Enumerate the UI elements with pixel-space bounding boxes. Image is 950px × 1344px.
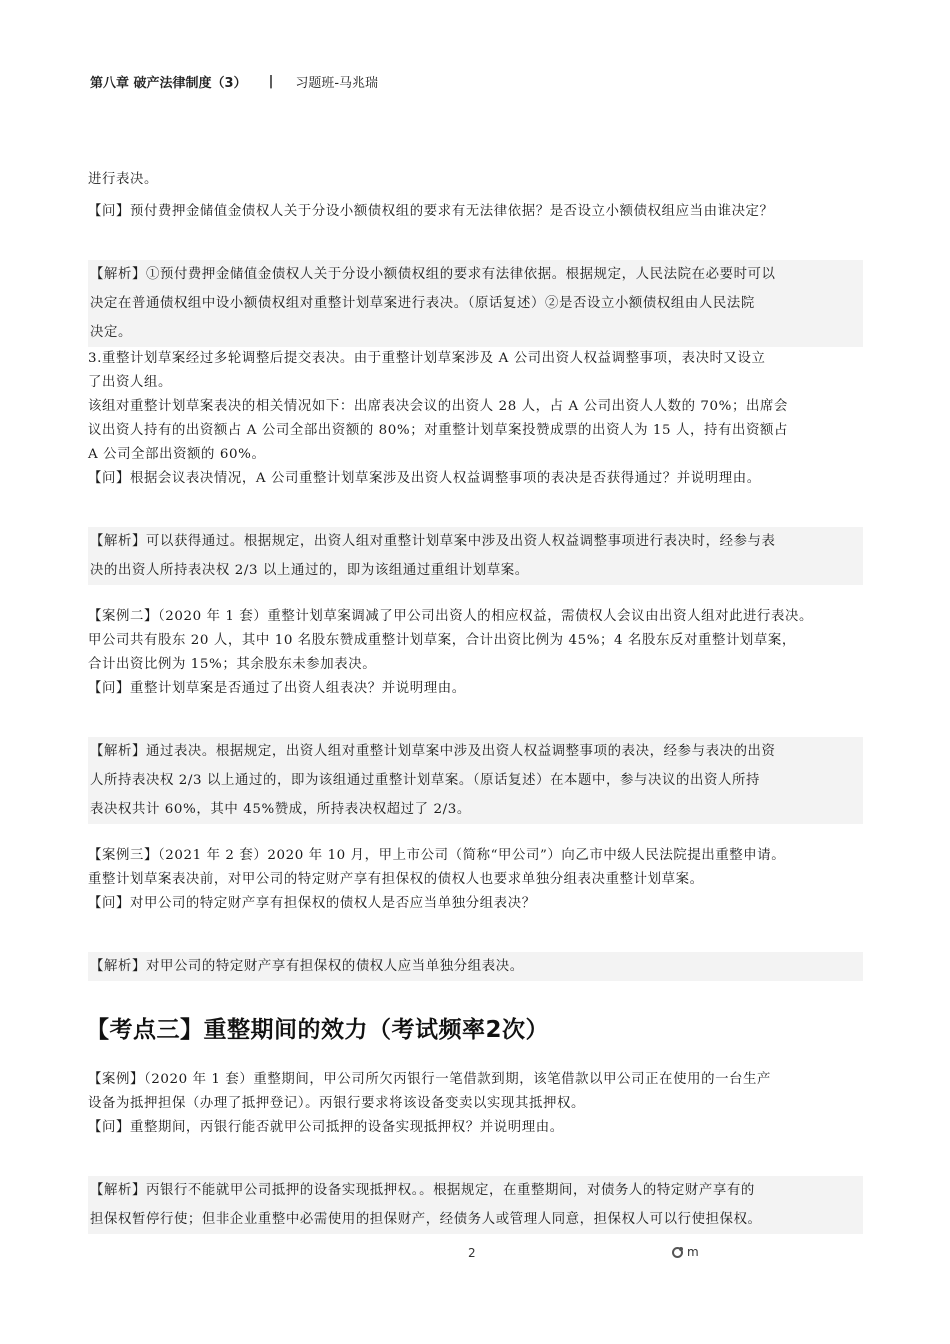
analysis-line: 【解析】对甲公司的特定财产享有担保权的债权人应当单独分组表决。 bbox=[90, 959, 524, 974]
course-name: 习题班-马兆瑞 bbox=[295, 76, 379, 91]
text-line: A 公司全部出资额的 60%。 bbox=[88, 447, 266, 462]
case-line: 重整计划草案表决前，对甲公司的特定财产享有担保权的债权人也要求单独分组表决重整计划草案。 bbox=[88, 872, 704, 887]
document-body bbox=[88, 168, 863, 1234]
text-line: 了出资人组。 bbox=[88, 375, 172, 390]
analysis-line: 担保权暂停行使；但非企业重整中必需使用的担保财产，经债务人或管理人同意，担保权人可以行使担保权。 bbox=[90, 1212, 762, 1227]
header-separator: | bbox=[268, 74, 274, 89]
case-line: 甲公司共有股东 20 人，其中 10 名股东赞成重整计划草案，合计出资比例为 45%；4 名股东反对重整计划草案， bbox=[88, 633, 796, 648]
section-title: 【考点三】重整期间的效力（考试频率2次） bbox=[86, 1017, 550, 1043]
case-line: 【案例】（2020 年 1 套）重整期间，甲公司所欠丙银行一笔借款到期，该笔借款以甲公司正在使用的一台生产 bbox=[88, 1072, 772, 1087]
page-number: 2 bbox=[468, 1246, 476, 1260]
question-line: 【问】根据会议表决情况，A 公司重整计划草案涉及出资人权益调整事项的表决是否获得通过？并说明理由。 bbox=[88, 471, 761, 486]
question-line: 【问】重整计划草案是否通过了出资人组表决？并说明理由。 bbox=[88, 681, 466, 696]
analysis-line: 【解析】①预付费押金储值金债权人关于分设小额债权组的要求有法律依据。根据规定，人民法院在必要时可以 bbox=[90, 267, 776, 282]
analysis-line: 【解析】可以获得通过。根据规定，出资人组对重整计划草案中涉及出资人权益调整事项进行表决时，经参与表 bbox=[90, 534, 776, 549]
analysis-block bbox=[88, 1176, 863, 1234]
logo-icon bbox=[672, 1247, 683, 1258]
case-line: 合计出资比例为 15%；其余股东未参加表决。 bbox=[88, 657, 377, 672]
text-line: 3.重整计划草案经过多轮调整后提交表决。由于重整计划草案涉及 A 公司出资人权益调整事项，表决时又设立 bbox=[88, 351, 766, 366]
page-header bbox=[90, 72, 378, 91]
analysis-line: 决定。 bbox=[90, 325, 132, 340]
text-line: 该组对重整计划草案表决的相关情况如下：出席表决会议的出资人 28 人，占 A 公司出资人人数的 70%；出席会 bbox=[88, 399, 788, 414]
analysis-line: 人所持表决权 2/3 以上通过的，即为该组通过重整计划草案。（原话复述）在本题中，参与决议的出资人所持 bbox=[90, 773, 760, 788]
analysis-line: 决的出资人所持表决权 2/3 以上通过的，即为该组通过重组计划草案。 bbox=[90, 563, 529, 578]
case-line: 【案例三】（2021 年 2 套）2020 年 10 月，甲上市公司（简称“甲公司”）向乙市中级人民法院提出重整申请。 bbox=[88, 848, 786, 863]
text-line: 进行表决。 bbox=[88, 172, 158, 187]
analysis-line: 决定在普通债权组中设小额债权组对重整计划草案进行表决。（原话复述）②是否设立小额债权组由人民法院 bbox=[90, 296, 755, 311]
case-line: 设备为抵押担保（办理了抵押登记）。丙银行要求将该设备变卖以实现其抵押权。 bbox=[88, 1096, 585, 1111]
text-line: 议出资人持有的出资额占 A 公司全部出资额的 80%；对重整计划草案投赞成票的出资人为 15 人，持有出资额占 bbox=[88, 423, 788, 438]
question-line: 【问】预付费押金储值金债权人关于分设小额债权组的要求有无法律依据？是否设立小额债权组应当由谁决定？ bbox=[88, 204, 774, 219]
analysis-line: 【解析】丙银行不能就甲公司抵押的设备实现抵押权。。根据规定，在重整期间，对债务人的特定财产享有的 bbox=[90, 1183, 755, 1198]
question-line: 【问】对甲公司的特定财产享有担保权的债权人是否应当单独分组表决？ bbox=[88, 896, 536, 911]
analysis-block bbox=[88, 527, 863, 585]
brand-logo bbox=[672, 1245, 699, 1259]
analysis-block bbox=[88, 737, 863, 824]
analysis-line: 表决权共计 60%，其中 45%赞成，所持表决权超过了 2/3。 bbox=[90, 802, 471, 817]
analysis-line: 【解析】通过表决。根据规定，出资人组对重整计划草案中涉及出资人权益调整事项的表决，经参与表决的出资 bbox=[90, 744, 776, 759]
case-line: 【案例二】（2020 年 1 套）重整计划草案调减了甲公司出资人的相应权益，需债权人会议由出资人组对此进行表决。 bbox=[88, 609, 814, 624]
analysis-block bbox=[88, 952, 863, 981]
analysis-block bbox=[88, 260, 863, 347]
question-line: 【问】重整期间，丙银行能否就甲公司抵押的设备实现抵押权？并说明理由。 bbox=[88, 1120, 564, 1135]
chapter-title: 第八章 破产法律制度（3） bbox=[90, 76, 247, 91]
logo-text: m bbox=[687, 1245, 699, 1259]
